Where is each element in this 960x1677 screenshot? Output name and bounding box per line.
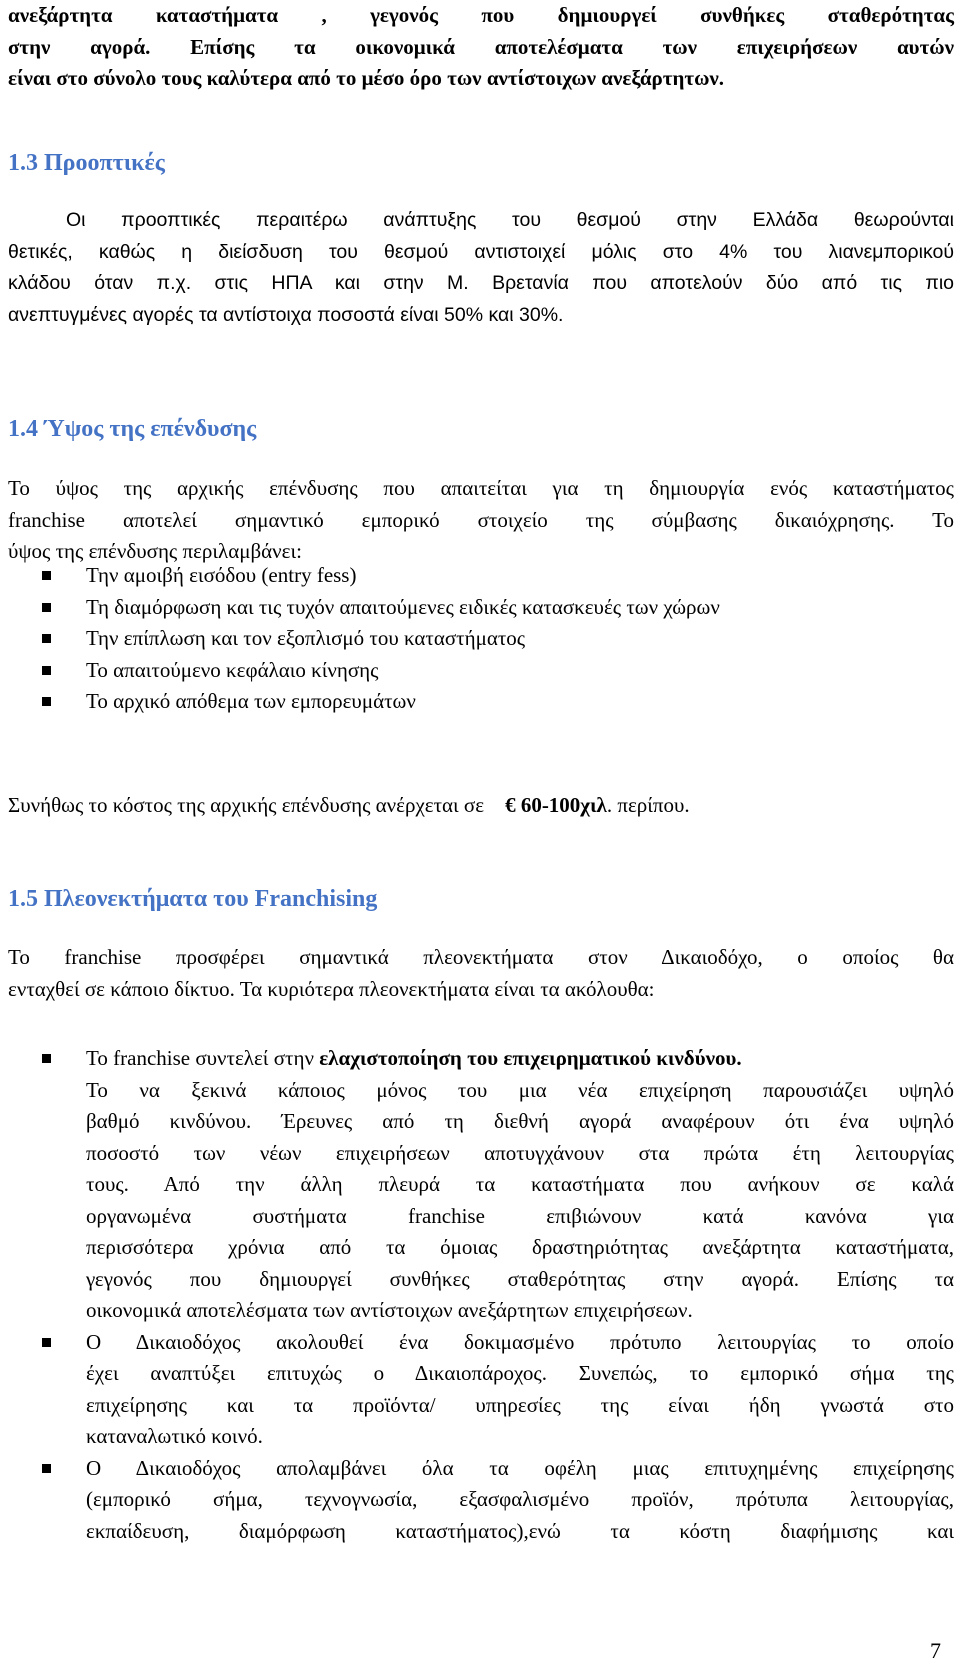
text-line: ύψος της επένδυσης περιλαμβάνει: [8,539,302,563]
text-line: ενταχθεί σε κάποιο δίκτυο. Τα κυριότερα πλεονεκτήματα είναι τα ακόλουθα: [8,976,655,1001]
list-item: Το απαιτούμενο κεφάλαιο κίνησης [8,655,954,687]
text-line: ανεπτυγμένες αγορές τα αντίστοιχα ποσοστά είναι 50% και 30%. [8,303,564,326]
cost-amount: € 60-100χιλ [505,793,607,817]
list-item: Την επίπλωση και τον εξοπλισμό του καταστήματος [8,623,954,655]
square-bullet-icon [42,1338,51,1347]
text-line: κλάδου όταν π.χ. στις ΗΠΑ και στην Μ. Βρετανία που αποτελούν δύο από τις πιο [8,272,954,294]
text-line: θετικές, καθώς η διείσδυση του θεσμού αντιστοιχεί μόλις στο 4% του λιανεμπορικού [8,240,954,263]
square-bullet-icon [42,1464,51,1473]
text-line: Το ύψος της αρχικής επένδυσης που απαιτείται για τη δημιουργία ενός καταστήματος [8,476,954,500]
square-bullet-icon [42,697,51,706]
section-1-5-intro [8,942,954,1005]
list-item: Το αρχικό απόθεμα των εμπορευμάτων [8,686,954,718]
cost-sentence: Συνήθως το κόστος της αρχικής επένδυσης ανέρχεται σε € 60-100χιλ. περίπου. [8,793,690,817]
text-line: franchise αποτελεί σημαντικό εμπορικό στοιχείο της σύμβασης δικαιόχρησης. Το [8,507,954,532]
page-number: 7 [930,1638,941,1663]
section-1-3-paragraph [8,205,954,331]
list-item: Το franchise συντελεί στην ελαχιστοποίηση του επιχειρηματικού κινδύνου. Το να ξεκινά κάποιος μόνος του μια νέα επιχείρηση παρουσιάζει υψηλό βαθμό κινδύνου. Έρευνες από τη διεθνή αγορά αναφέρουν ότι ένα υψηλό ποσοστό των νέων επιχειρήσεων αποτυγχάνουν στα πρώτα έτη λειτουργίας τους. Από την άλλη πλευρά τα καταστήματα που ανήκουν σε καλά οργανωμένα συστήματα franchise επιβιώνουν κατά κανόνα για περισσότερα χρόνια από τα όμοιας δραστηριότητας ανεξάρτητα καταστήματα, γεγονός που δημιουργεί συνθήκες σταθερότητας στην αγορά. Επίσης τα οικονομικά αποτελέσματα των αντίστοιχων ανεξάρτητων επιχειρήσεων. [8,1043,954,1327]
square-bullet-icon [42,603,51,612]
section-1-4-paragraph [8,473,954,568]
advantages-list [8,1043,954,1547]
square-bullet-icon [42,1054,51,1063]
list-item: Ο Δικαιοδόχος ακολουθεί ένα δοκιμασμένο πρότυπο λειτουργίας το οποίο έχει αναπτύξει επιτυχώς ο Δικαιοπάροχος. Συνεπώς, το εμπορικό σήμα της επιχείρησης και τα προϊόντα/ υπηρεσίες της είναι ήδη γνωστά στο καταναλωτικό κοινό. [8,1327,954,1453]
square-bullet-icon [42,571,51,580]
text-line: είναι στο σύνολο τους καλύτερα από το μέσο όρο των αντίστοιχων ανεξάρτητων. [8,66,725,90]
text-line: Οι προοπτικές περαιτέρω ανάπτυξης του θεσμού στην Ελλάδα θεωρούνται [66,209,954,231]
intro-paragraph [8,0,954,95]
section-heading-1-4: 1.4 Ύψος της επένδυσης [8,416,257,442]
square-bullet-icon [42,666,51,675]
list-item: Ο Δικαιοδόχος απολαμβάνει όλα τα οφέλη μιας επιτυχημένης επιχείρησης (εμπορικό σήμα, τεχνογνωσία, εξασφαλισμένο προϊόν, πρότυπα λειτουργίας, εκπαίδευση, διαμόρφωση καταστήματος),ενώ τα κόστη διαφήμισης και [8,1453,954,1548]
text-line: ανεξάρτητα καταστήματα , γεγονός που δημιουργεί συνθήκες σταθερότητας [8,3,954,27]
list-item: Την αμοιβή εισόδου (entry fess) [8,560,954,592]
square-bullet-icon [42,634,51,643]
section-heading-1-3: 1.3 Προοπτικές [8,150,165,176]
section-heading-1-5: 1.5 Πλεονεκτήματα του Franchising [8,886,378,912]
list-item: Τη διαμόρφωση και τις τυχόν απαιτούμενες ειδικές κατασκευές των χώρων [8,592,954,624]
text-line: Το franchise προσφέρει σημαντικά πλεονεκτήματα στον Δικαιοδόχο, ο οποίος θα [8,945,954,969]
text-line: στην αγορά. Επίσης τα οικονομικά αποτελέσματα των επιχειρήσεων αυτών [8,34,954,59]
investment-list [8,560,954,718]
